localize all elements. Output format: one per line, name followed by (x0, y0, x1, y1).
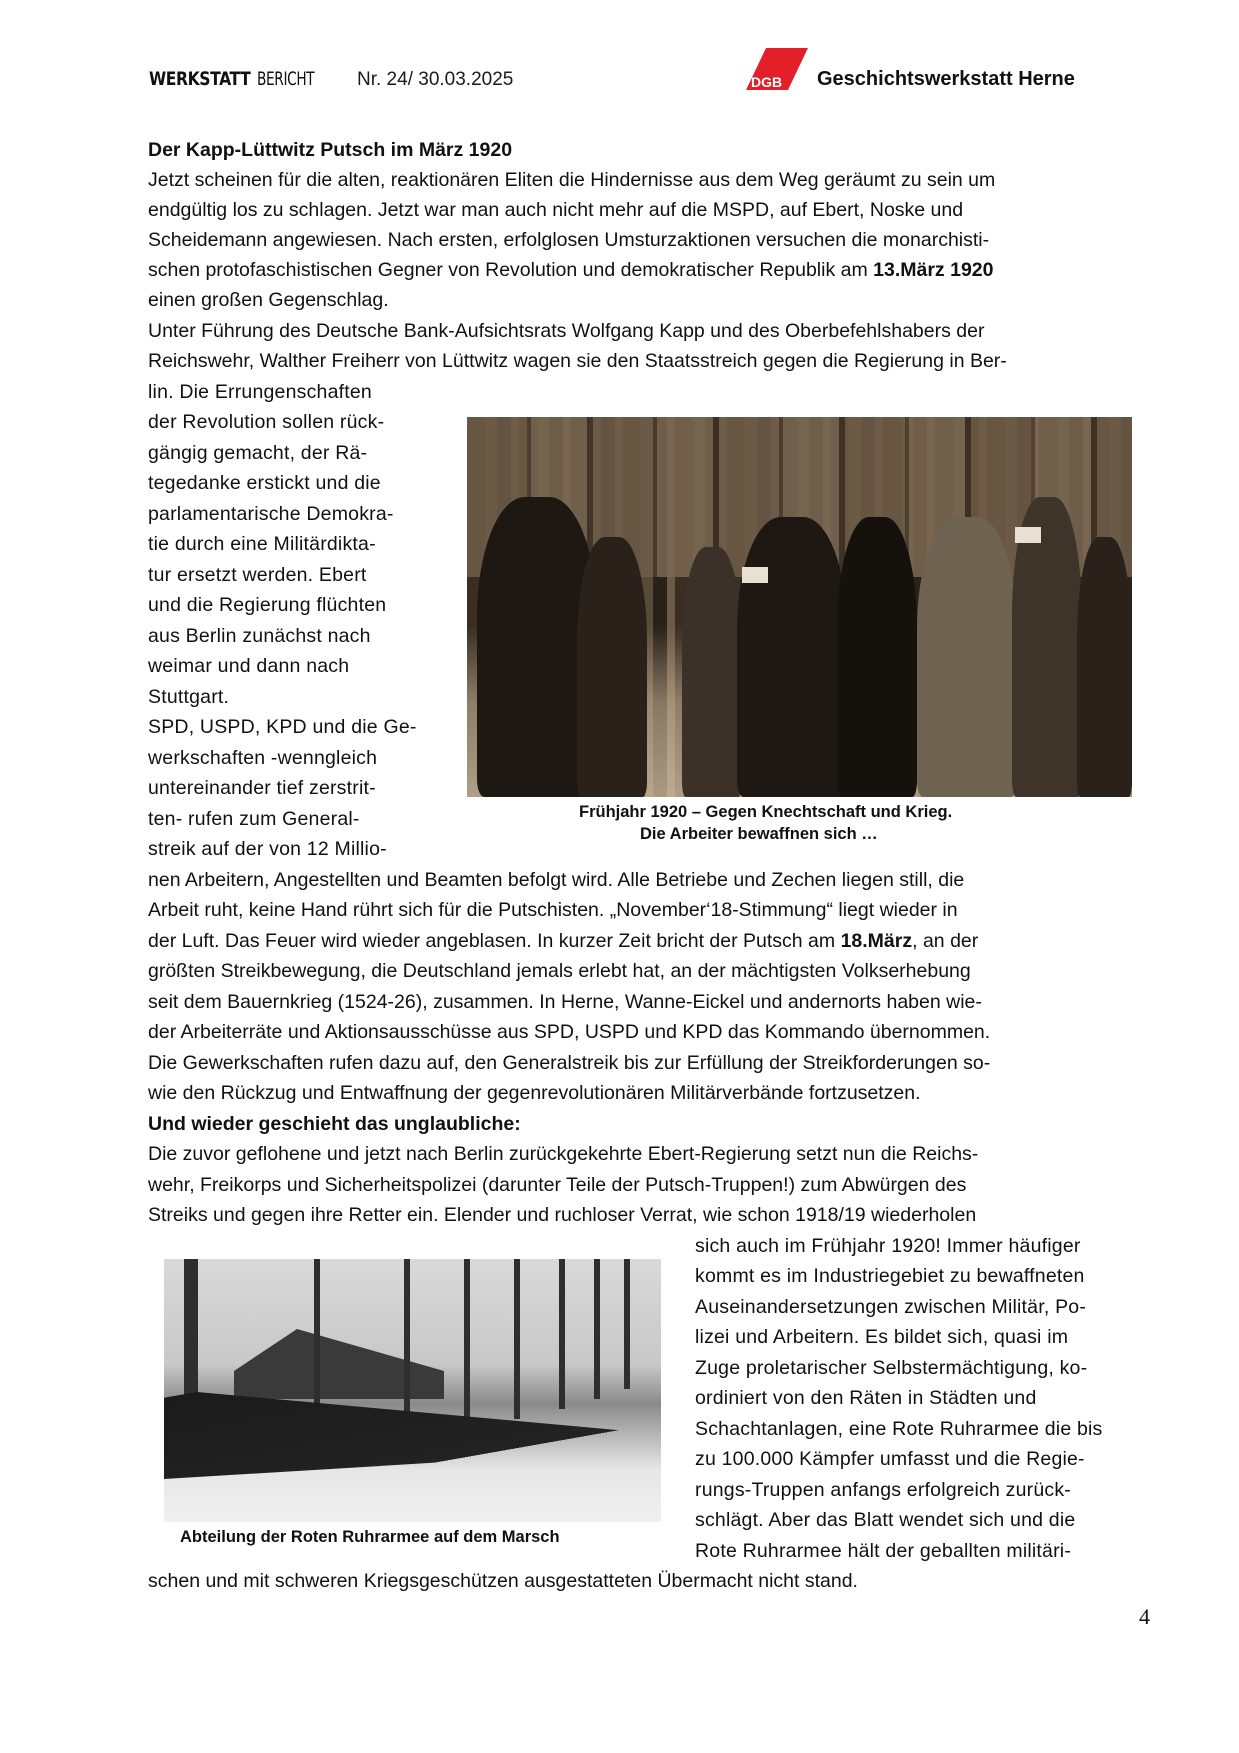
paragraph-line: Die zuvor geflohene und jetzt nach Berlin zurückgekehrte Ebert-Regierung setzt nun die Reichs- (148, 1143, 979, 1165)
paragraph-line: Unter Führung des Deutsche Bank-Aufsichtsrats Wolfgang Kapp und des Oberbefehlshabers der (148, 320, 985, 342)
paragraph-line: ordiniert von den Räten in Städten und (695, 1387, 1037, 1409)
paragraph-line: schen und mit schweren Kriegsgeschützen ausgestatteten Übermacht nicht stand. (148, 1570, 858, 1592)
paragraph-line: wehr, Freikorps und Sicherheitspolizei (darunter Teile der Putsch-Truppen!) zum Abwürgen des (148, 1174, 967, 1196)
paragraph-line: werkschaften -wenngleich (148, 747, 378, 769)
paragraph-line: kommt es im Industriegebiet zu bewaffneten (695, 1265, 1085, 1287)
brand-light: BERICHT (257, 68, 315, 90)
paragraph-line: tie durch eine Militärdikta- (148, 533, 376, 555)
paragraph-line: und die Regierung flüchten (148, 594, 387, 616)
paragraph-line: Jetzt scheinen für die alten, reaktionären Eliten die Hindernisse aus dem Weg geräumt zu sein um (148, 169, 996, 191)
photo-armed-workers (467, 417, 1132, 797)
photo-caption: Die Arbeiter bewaffnen sich … (640, 825, 878, 843)
date-highlight: 18.März (840, 930, 913, 952)
paragraph-line: der Revolution sollen rück- (148, 411, 385, 433)
paragraph-line: der Arbeiterräte und Aktionsausschüsse aus SPD, USPD und KPD das Kommando übernommen. (148, 1021, 991, 1043)
photo-caption: Frühjahr 1920 – Gegen Knechtschaft und Krieg. (579, 803, 953, 821)
paragraph-line: tegedanke erstickt und die (148, 472, 381, 494)
paragraph-line: parlamentarische Demokra- (148, 503, 394, 525)
paragraph-line: gängig gemacht, der Rä- (148, 442, 368, 464)
issue-number: Nr. 24/ 30.03.2025 (357, 69, 514, 90)
paragraph-line: Stuttgart. (148, 686, 230, 708)
paragraph-line: seit dem Bauernkrieg (1524-26), zusammen. In Herne, Wanne-Eickel und andernorts haben wie- (148, 991, 982, 1013)
paragraph-line: untereinander tief zerstrit- (148, 777, 376, 799)
paragraph-line: Arbeit ruht, keine Hand rührt sich für die Putschisten. „November‘18-Stimmung“ liegt wieder in (148, 899, 958, 921)
paragraph-line: lin. Die Errungenschaften (148, 381, 372, 403)
article-title: Der Kapp-Lüttwitz Putsch im März 1920 (148, 139, 513, 161)
paragraph-line: tur ersetzt werden. Ebert (148, 564, 367, 586)
photo-caption: Abteilung der Roten Ruhrarmee auf dem Marsch (180, 1528, 560, 1546)
paragraph-line: schlägt. Aber das Blatt wendet sich und die (695, 1509, 1076, 1531)
paragraph-line: Reichswehr, Walther Freiherr von Lüttwitz wagen sie den Staatsstreich gegen die Regierung in Ber- (148, 350, 1007, 372)
organization-name: Geschichtswerkstatt Herne (817, 68, 1075, 90)
paragraph-line: nen Arbeitern, Angestellten und Beamten befolgt wird. Alle Betriebe und Zechen liegen still, die (148, 869, 965, 891)
paragraph-line: größten Streikbewegung, die Deutschland jemals erlebt hat, an der mächtigsten Volkserhebung (148, 960, 971, 982)
paragraph-line: ten- rufen zum General- (148, 808, 360, 830)
photo-red-ruhr-army-march (164, 1259, 661, 1522)
paragraph-line: streik auf der von 12 Millio- (148, 838, 387, 860)
paragraph-line: Scheidemann angewiesen. Nach ersten, erfolglosen Umsturzaktionen versuchen die monarchisti- (148, 229, 990, 251)
svg-text:DGB: DGB (751, 74, 783, 90)
paragraph-line: Rote Ruhrarmee hält der geballten militäri- (695, 1540, 1072, 1562)
date-highlight: 13.März 1920 (873, 259, 994, 281)
section-subheading: Und wieder geschieht das unglaubliche: (148, 1113, 521, 1135)
paragraph-line: Auseinandersetzungen zwischen Militär, Po- (695, 1296, 1087, 1318)
paragraph-line: Schachtanlagen, eine Rote Ruhrarmee die bis (695, 1418, 1103, 1440)
paragraph-line: lizei und Arbeitern. Es bildet sich, quasi im (695, 1326, 1069, 1348)
paragraph-line: Die Gewerkschaften rufen dazu auf, den Generalstreik bis zur Erfüllung der Streikforderungen so- (148, 1052, 991, 1074)
paragraph-line: zu 100.000 Kämpfer umfasst und die Regie- (695, 1448, 1085, 1470)
paragraph-line: sich auch im Frühjahr 1920! Immer häufiger (695, 1235, 1081, 1257)
paragraph-line: einen großen Gegenschlag. (148, 289, 389, 311)
newsletter-header (149, 68, 513, 92)
paragraph-line: endgültig los zu schlagen. Jetzt war man auch nicht mehr auf die MSPD, auf Ebert, Noske und (148, 199, 964, 221)
paragraph-line: wie den Rückzug und Entwaffnung der gegenrevolutionären Militärverbände fortzusetzen. (148, 1082, 921, 1104)
paragraph-line: aus Berlin zunächst nach (148, 625, 371, 647)
paragraph-line: SPD, USPD, KPD und die Ge- (148, 716, 417, 738)
page-number: 4 (1139, 1604, 1150, 1629)
paragraph-line: weimar und dann nach (148, 655, 350, 677)
paragraph-line: der Luft. Das Feuer wird wieder angeblasen. In kurzer Zeit bricht der Putsch am 18.März, an der (148, 930, 979, 952)
paragraph-line: Zuge proletarischer Selbstermächtigung, ko- (695, 1357, 1088, 1379)
paragraph-line: Streiks und gegen ihre Retter ein. Elender und ruchloser Verrat, wie schon 1918/19 wiederholen (148, 1204, 977, 1226)
paragraph-line: schen protofaschistischen Gegner von Revolution und demokratischer Republik am 13.März 1920 (148, 259, 994, 281)
dgb-logo-icon (746, 48, 808, 90)
brand-bold: WERKSTATT (149, 68, 251, 90)
paragraph-line: rungs-Truppen anfangs erfolgreich zurück- (695, 1479, 1071, 1501)
